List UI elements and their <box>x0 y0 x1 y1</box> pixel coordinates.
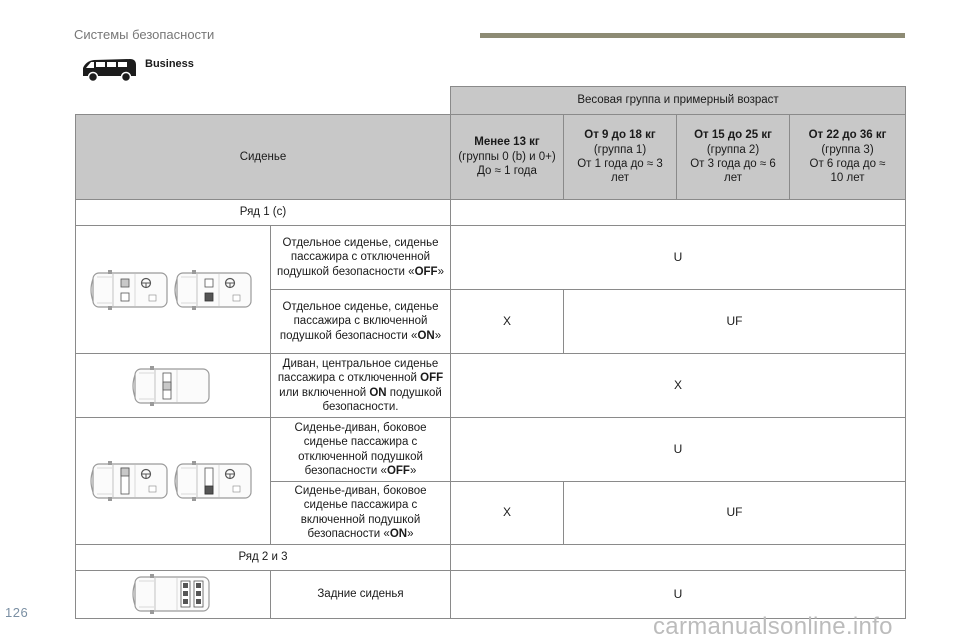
seat-layout-icon <box>131 573 215 615</box>
row-1b-value-group0: X <box>451 290 564 354</box>
watermark: carmanualsonline.info <box>653 613 893 640</box>
rear-seats-diagram <box>76 570 271 618</box>
group-0-header: Менее 13 кг (группы 0 (b) и 0+) До ≈ 1 года <box>451 115 564 200</box>
bench-side-diagram <box>76 418 271 545</box>
row-23-label: Ряд 2 и 3 <box>76 544 451 570</box>
group-2-header: От 15 до 25 кг (группа 2) От 3 года до ≈ 6 лет <box>677 115 790 200</box>
group-header: Весовая группа и примерный возраст <box>451 87 906 115</box>
row-1a-description: Отдельное сиденье, сиденье пассажира с отключенной подушкой безопасности «OFF» <box>271 226 451 290</box>
row-1e-value-groups123: UF <box>564 482 906 545</box>
row-1d-description: Сиденье-диван, боковое сиденье пассажира с отключенной подушкой безопасности «OFF» <box>271 418 451 482</box>
seat-compatibility-table <box>75 86 906 619</box>
row-1b-value-groups123: UF <box>564 290 906 354</box>
vehicle-label: Business <box>145 58 194 70</box>
row-1b-description: Отдельное сиденье, сиденье пассажира с включенной подушкой безопасности «ON» <box>271 290 451 354</box>
van-icon <box>80 56 138 84</box>
row-1c-value: X <box>451 354 906 418</box>
seat-layout-icon <box>89 460 257 502</box>
row-1-label: Ряд 1 (c) <box>76 200 451 226</box>
row-1e-description: Сиденье-диван, боковое сиденье пассажира с включенной подушкой безопасности «ON» <box>271 482 451 545</box>
page-number: 126 <box>5 605 29 620</box>
header-bar <box>480 33 905 38</box>
bench-center-diagram <box>76 354 271 418</box>
section-title: Системы безопасности <box>74 27 215 42</box>
row-1c-description: Диван, центральное сиденье пассажира с отключенной OFF или включенной ON подушкой безопасности. <box>271 354 451 418</box>
seat-layout-icon <box>89 269 257 311</box>
group-3-header: От 22 до 36 кг (группа 3) От 6 года до ≈ 10 лет <box>790 115 906 200</box>
seat-layout-icon <box>131 365 215 407</box>
front-seat-diagram <box>76 226 271 354</box>
row-1e-value-group0: X <box>451 482 564 545</box>
seat-column-header: Сиденье <box>76 115 451 200</box>
row-23-value: U <box>451 570 906 618</box>
row-1a-value: U <box>451 226 906 290</box>
row-1d-value: U <box>451 418 906 482</box>
group-1-header: От 9 до 18 кг (группа 1) От 1 года до ≈ 3 лет <box>564 115 677 200</box>
row-23-description: Задние сиденья <box>271 570 451 618</box>
